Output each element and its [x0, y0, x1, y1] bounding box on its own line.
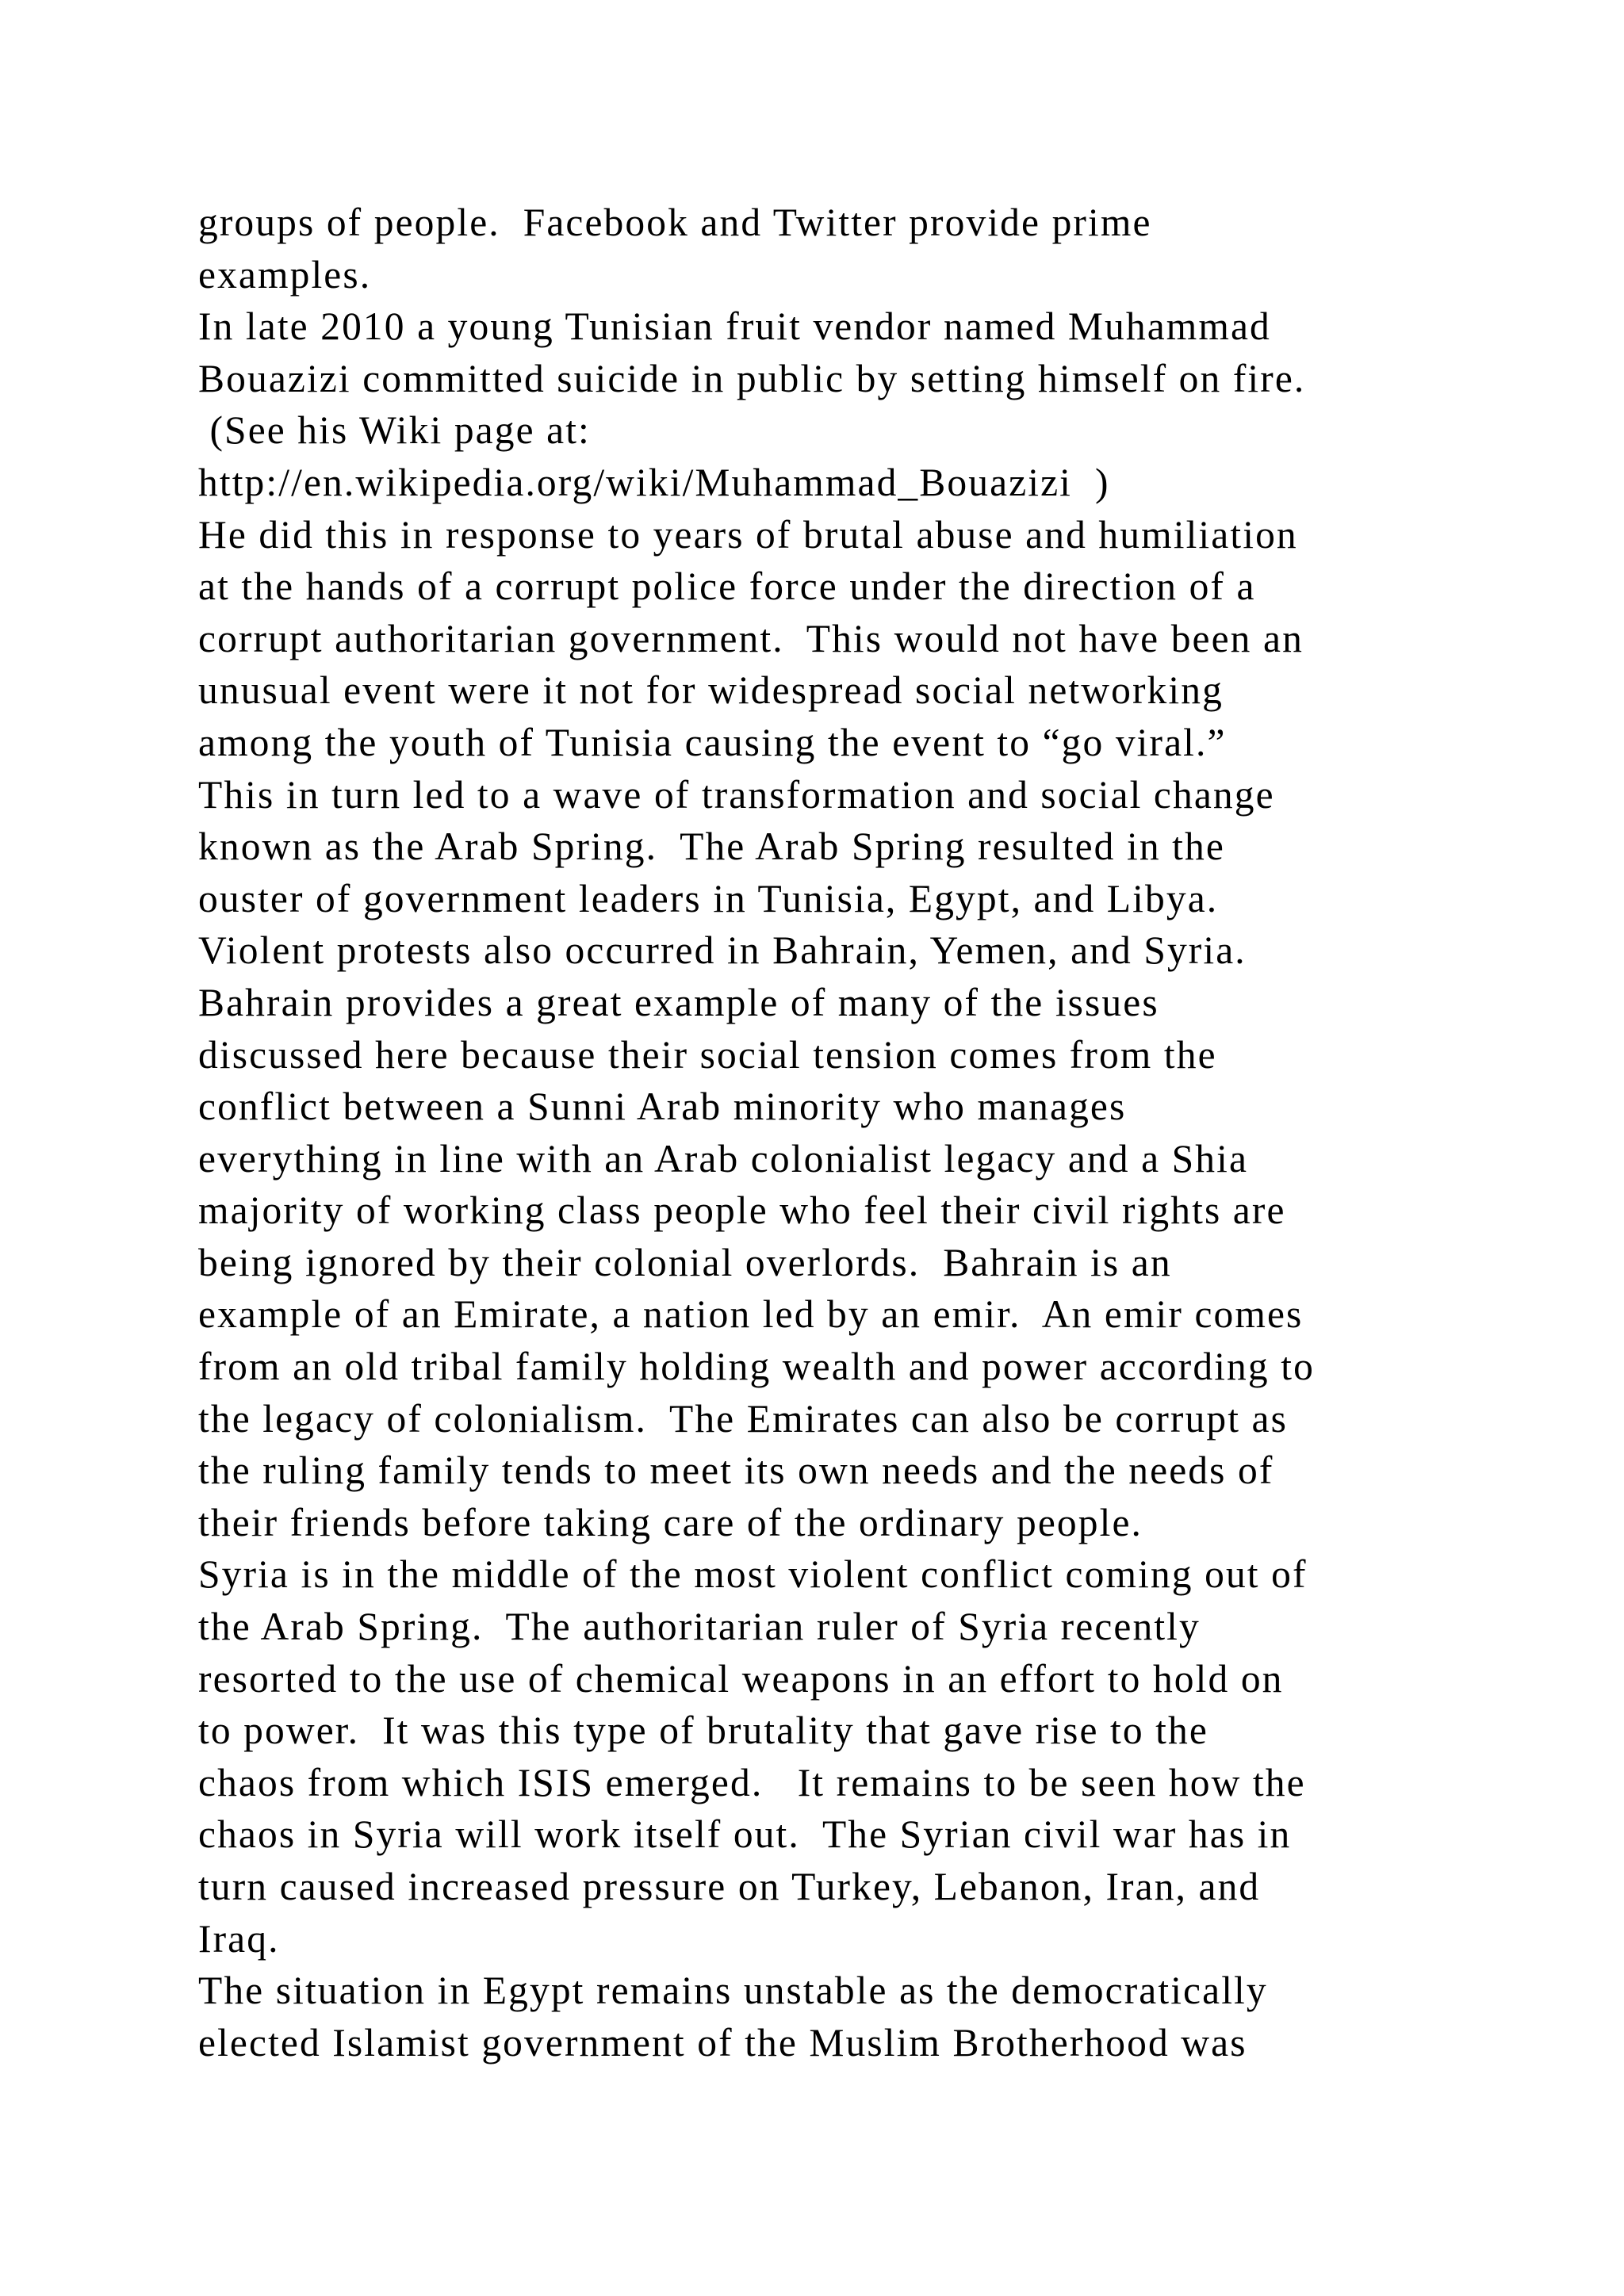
- body-text: [198, 197, 1546, 2068]
- text-line: This in turn led to a wave of transformation and social change: [198, 772, 1275, 817]
- text-line: majority of working class people who feel their civil rights are: [198, 1188, 1286, 1233]
- text-line: corrupt authoritarian government. This would not have been an: [198, 616, 1304, 660]
- text-line: from an old tribal family holding wealth and power according to: [198, 1345, 1315, 1389]
- text-line: groups of people. Facebook and Twitter provide prime: [198, 201, 1152, 244]
- text-line: discussed here because their social tension comes from the: [198, 1032, 1217, 1077]
- text-line: known as the Arab Spring. The Arab Spring resulted in the: [198, 825, 1225, 869]
- text-line: chaos in Syria will work itself out. The Syrian civil war has in: [198, 1812, 1292, 1857]
- text-line: resorted to the use of chemical weapons in an effort to hold on: [198, 1656, 1284, 1701]
- text-line: Syria is in the middle of the most violent conflict coming out of: [198, 1552, 1308, 1597]
- text-line: being ignored by their colonial overlords. Bahrain is an: [198, 1240, 1172, 1284]
- text-line: among the youth of Tunisia causing the event to “go viral.”: [198, 720, 1227, 764]
- text-line: chaos from which ISIS emerged. It remains to be seen how the: [198, 1760, 1306, 1804]
- text-line: turn caused increased pressure on Turkey, Lebanon, Iran, and: [198, 1865, 1261, 1908]
- text-line: (See his Wiki page at:: [198, 408, 591, 453]
- text-line: conflict between a Sunni Arab minority who manages: [198, 1085, 1127, 1129]
- text-line: Bouazizi committed suicide in public by setting himself on fire.: [198, 356, 1306, 400]
- text-line: the legacy of colonialism. The Emirates can also be corrupt as: [198, 1396, 1288, 1441]
- text-line: to power. It was this type of brutality that gave rise to the: [198, 1709, 1208, 1753]
- text-line: examples.: [198, 252, 372, 297]
- text-line: The situation in Egypt remains unstable as the democratically: [198, 1969, 1268, 2013]
- text-line: at the hands of a corrupt police force under the direction of a: [198, 564, 1256, 609]
- text-line: their friends before taking care of the ordinary people.: [198, 1500, 1143, 1544]
- text-line: ouster of government leaders in Tunisia, Egypt, and Libya.: [198, 876, 1219, 920]
- text-line: the Arab Spring. The authoritarian ruler of Syria recently: [198, 1605, 1201, 1649]
- text-line: Violent protests also occurred in Bahrain, Yemen, and Syria.: [198, 928, 1247, 973]
- text-line: Bahrain provides a great example of many of the issues: [198, 980, 1159, 1024]
- text-line: unusual event were it not for widespread social networking: [198, 668, 1224, 713]
- text-line: In late 2010 a young Tunisian fruit vendor named Muhammad: [198, 304, 1271, 349]
- text-line: everything in line with an Arab colonialist legacy and a Shia: [198, 1136, 1249, 1181]
- text-line: He did this in response to years of brutal abuse and humiliation: [198, 512, 1298, 557]
- text-line: elected Islamist government of the Muslim Brotherhood was: [198, 2020, 1247, 2064]
- wiki-link-text: http://en.wikipedia.org/wiki/Muhammad_Bouazizi ): [198, 460, 1110, 504]
- text-line: the ruling family tends to meet its own needs and the needs of: [198, 1448, 1274, 1493]
- text-line: example of an Emirate, a nation led by an emir. An emir comes: [198, 1292, 1304, 1337]
- text-line: Iraq.: [198, 1916, 280, 1961]
